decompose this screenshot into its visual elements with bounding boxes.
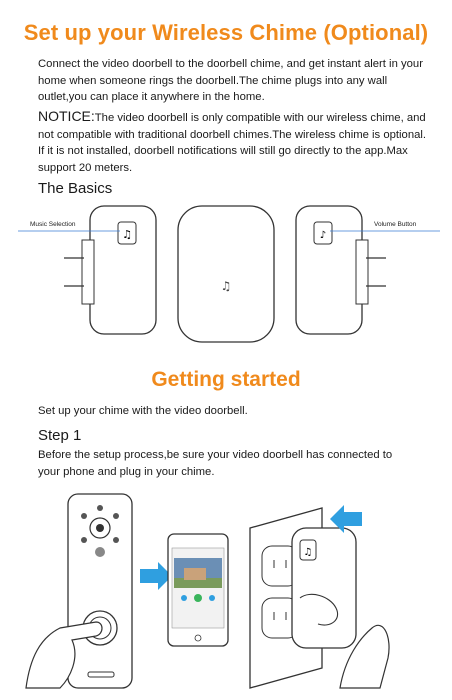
- music-selection-label: Music Selection: [30, 221, 76, 228]
- setup-line: Set up your chime with the video doorbell.: [38, 405, 248, 417]
- getting-started-heading: Getting started: [151, 368, 301, 391]
- bell-icon: ♪: [319, 230, 327, 241]
- arrow-right-icon: [140, 562, 172, 590]
- step-paragraph: Before the setup process,be sure your video doorbell has connected to your phone and plug in your chime.: [38, 449, 393, 478]
- volume-button-label: Volume Button: [374, 221, 417, 228]
- chime-front-view: [178, 206, 274, 342]
- step-1-illustration: [0, 488, 452, 698]
- notice-paragraph: [38, 108, 430, 176]
- notice-text: The video doorbell is only compatible with our wireless chime, and not compatible with traditional doorbell chimes.The wireless chime is optional. If it is not installed, doorbell notifications will still go directly to the app.Max support 20 meters.: [38, 112, 427, 174]
- page-title: Set up your Wireless Chime (Optional): [23, 20, 429, 45]
- music-note-icon: ♫: [220, 279, 232, 293]
- outlet-chime-illustration: [250, 508, 389, 688]
- svg-text:♫: ♫: [303, 547, 313, 558]
- chime-side-view-right: [296, 206, 440, 334]
- step-heading: Step 1: [38, 427, 82, 444]
- smartphone-illustration: [168, 534, 228, 646]
- notice-label: NOTICE:: [38, 108, 95, 124]
- video-doorbell-illustration: [26, 494, 132, 688]
- basics-heading: The Basics: [38, 180, 113, 197]
- intro-paragraph: Connect the video doorbell to the doorbell chime, and get instant alert in your home when someone rings the doorbell.The chime plugs into any wall outlet,you can place it anywhere in the home.: [38, 58, 423, 103]
- music-note-icon: ♫: [122, 228, 132, 241]
